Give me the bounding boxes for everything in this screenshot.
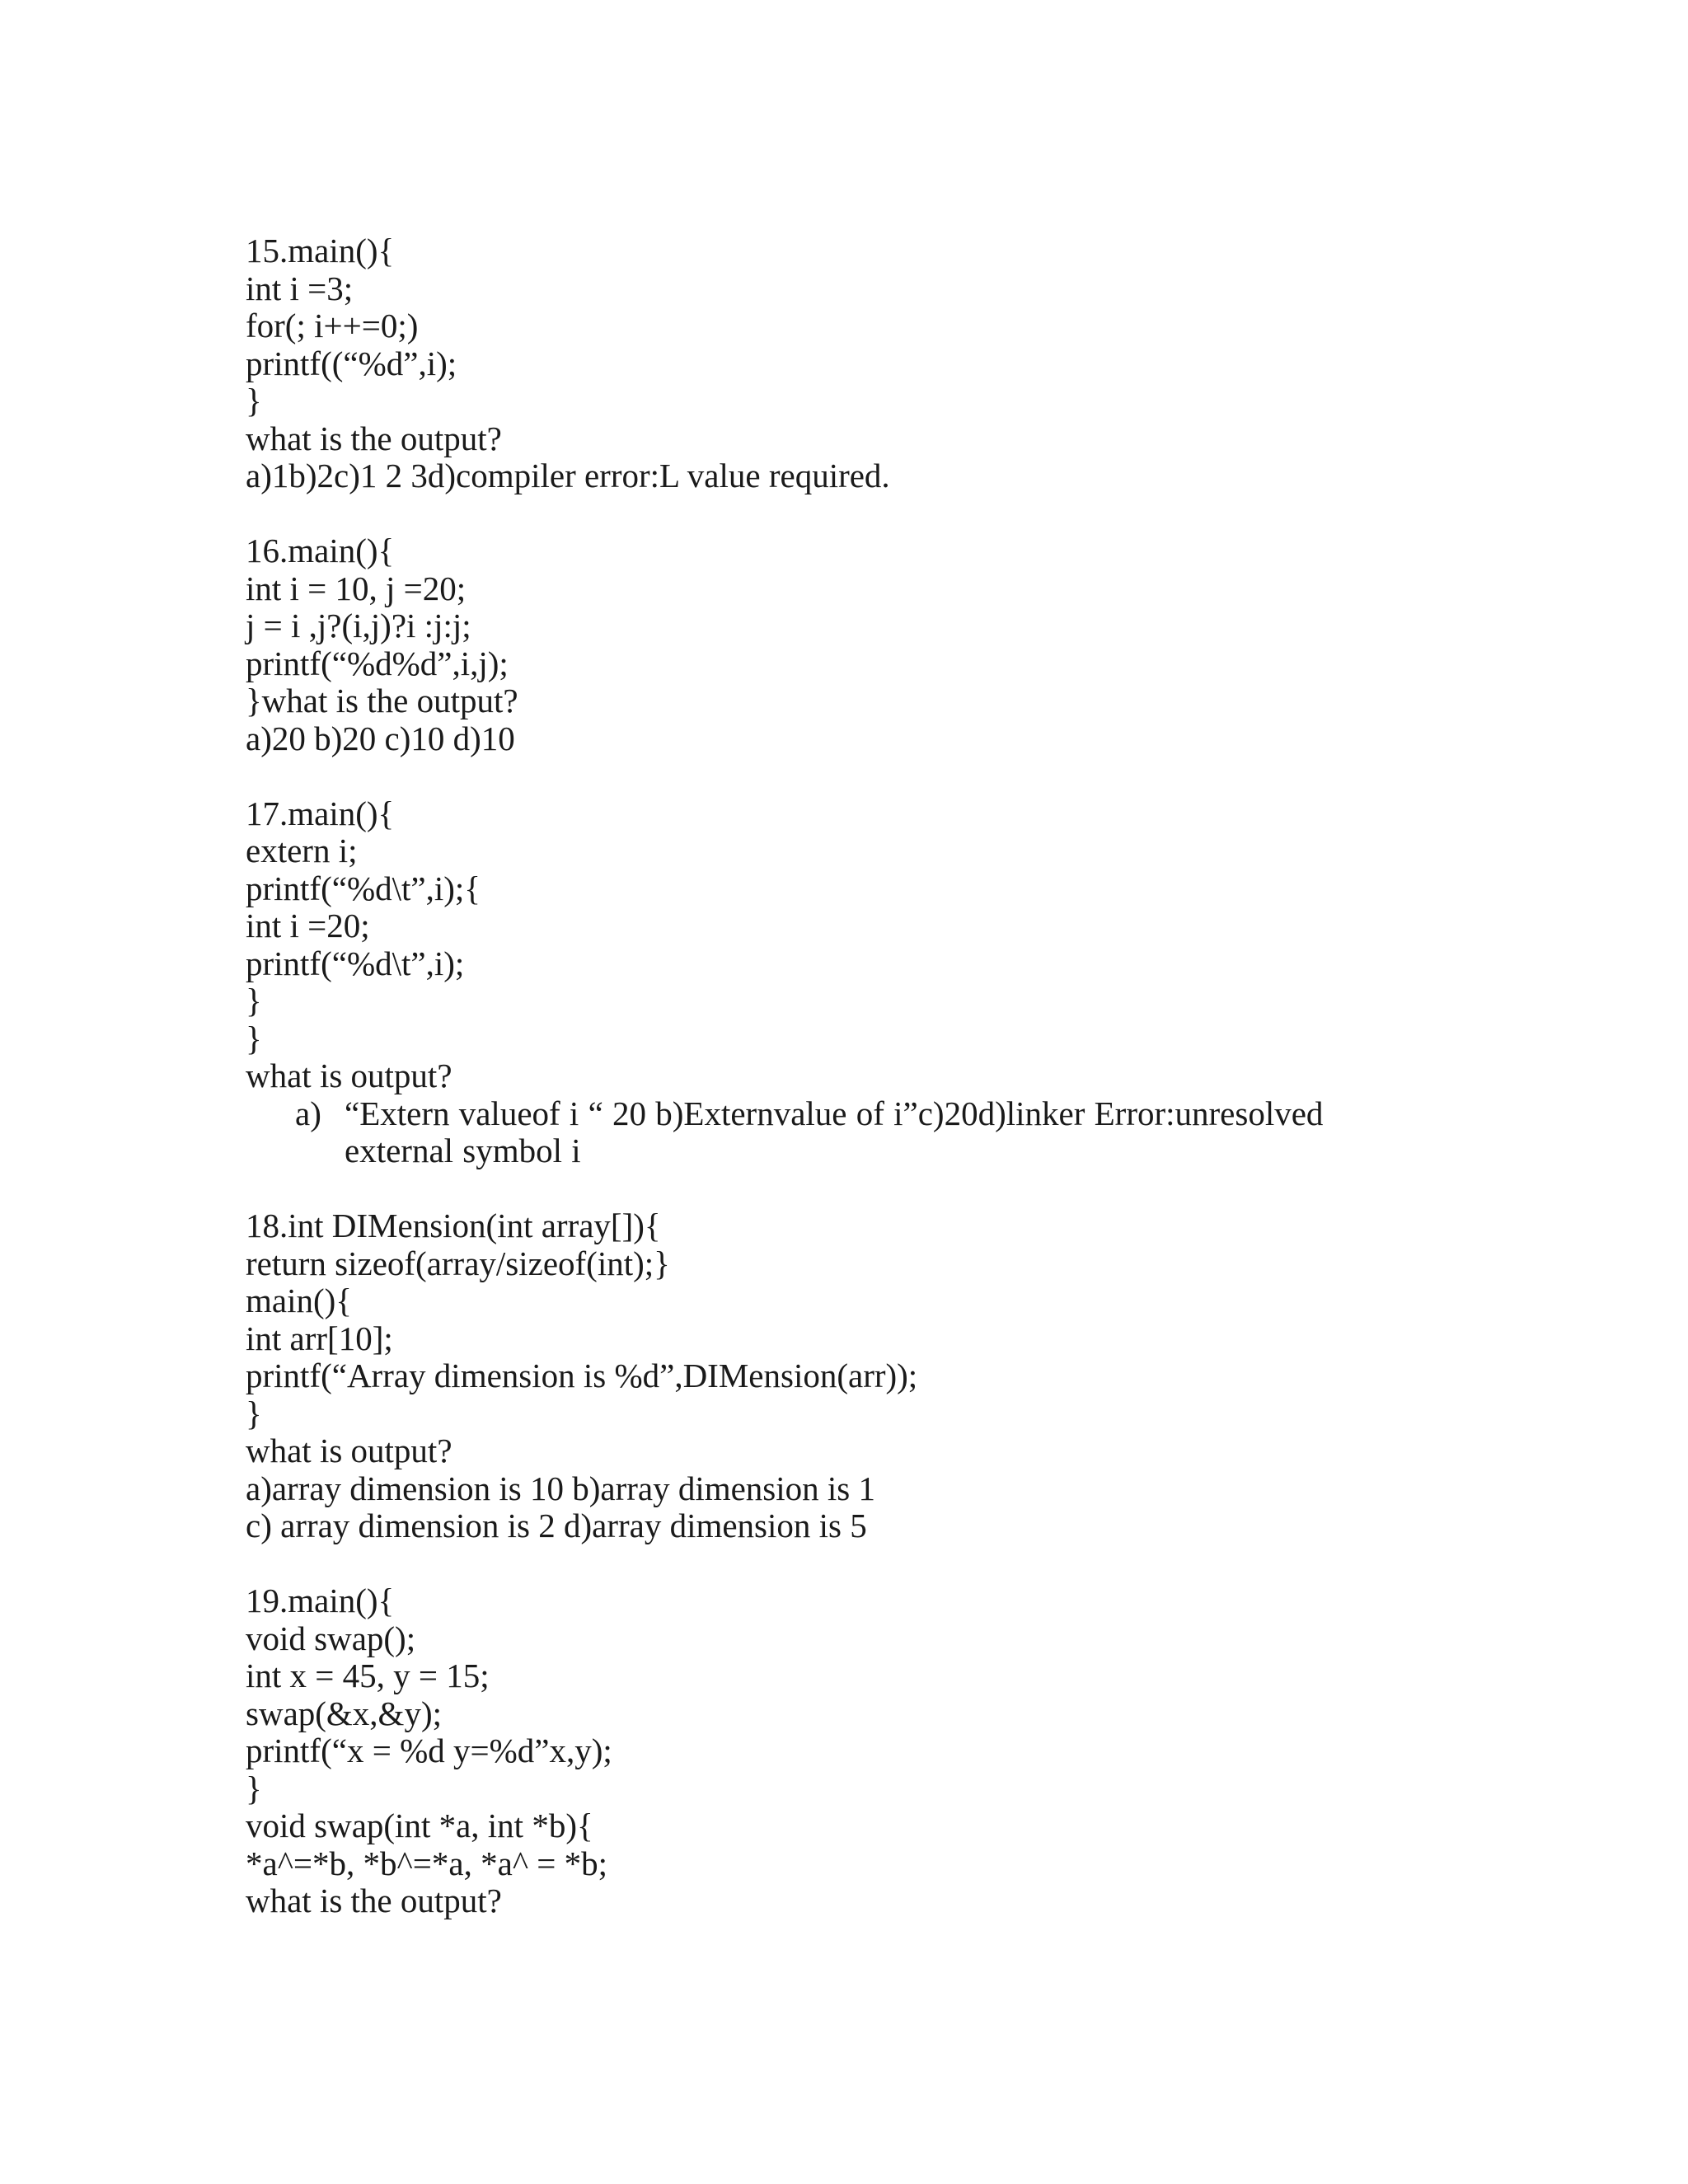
question-15 — [246, 232, 1482, 495]
question-prompt: what is the output? — [246, 419, 502, 457]
code-line: } — [246, 1394, 262, 1432]
code-line: 18.int DIMension(int array[]){ — [246, 1207, 661, 1244]
code-line: int i =3; — [246, 269, 354, 307]
code-line: int i = 10, j =20; — [246, 569, 467, 607]
answer-options: a)1b)2c)1 2 3d)compiler error:L value required. — [246, 457, 890, 494]
code-line: 15.main(){ — [246, 232, 395, 269]
code-line: } — [246, 1019, 262, 1057]
answer-options: c) array dimension is 2 d)array dimension is 5 — [246, 1507, 867, 1544]
question-17 — [246, 795, 1482, 1170]
answer-options: a)array dimension is 10 b)array dimension is 1 — [246, 1469, 876, 1507]
code-line: } — [246, 982, 262, 1019]
question-prompt: }what is the output? — [246, 682, 518, 719]
answer-options: a)20 b)20 c)10 d)10 — [246, 719, 515, 757]
code-line: printf(“Array dimension is %d”,DIMension(arr)); — [246, 1357, 918, 1394]
option-text: “Extern valueof i “ 20 b)Externvalue of i”c)20d)linker Error:unresolved external symbol i — [345, 1094, 1324, 1169]
code-line: extern i; — [246, 832, 358, 869]
code-line: for(; i++=0;) — [246, 307, 419, 344]
code-line: printf(“x = %d y=%d”x,y); — [246, 1732, 612, 1769]
code-line: } — [246, 382, 262, 419]
code-line: 16.main(){ — [246, 532, 395, 569]
code-line: swap(&x,&y); — [246, 1694, 442, 1732]
answer-options — [246, 1095, 1482, 1170]
code-line: printf(“%d%d”,i,j); — [246, 644, 509, 682]
code-line: } — [246, 1769, 262, 1807]
code-line: 19.main(){ — [246, 1582, 395, 1619]
question-prompt: what is output? — [246, 1432, 452, 1469]
question-prompt: what is output? — [246, 1057, 452, 1094]
code-line: j = i ,j?(i,j)?i :j:j; — [246, 607, 471, 644]
code-line: int arr[10]; — [246, 1319, 393, 1357]
code-line: return sizeof(array/sizeof(int);} — [246, 1244, 670, 1282]
code-line: void swap(int *a, int *b){ — [246, 1807, 593, 1844]
question-19 — [246, 1582, 1482, 1920]
code-line: printf((“%d”,i); — [246, 344, 457, 382]
option-marker: a) — [295, 1094, 321, 1132]
code-line: printf(“%d\t”,i);{ — [246, 869, 481, 907]
code-line: *a^=*b, *b^=*a, *a^ = *b; — [246, 1844, 608, 1882]
code-line: 17.main(){ — [246, 794, 395, 832]
code-line: int i =20; — [246, 907, 370, 944]
document-content — [246, 232, 1482, 1957]
code-line: void swap(); — [246, 1619, 416, 1657]
question-prompt: what is the output? — [246, 1882, 502, 1919]
code-line: int x = 45, y = 15; — [246, 1657, 490, 1694]
question-16 — [246, 532, 1482, 757]
code-line: main(){ — [246, 1282, 352, 1319]
question-18 — [246, 1207, 1482, 1545]
code-line: printf(“%d\t”,i); — [246, 944, 465, 982]
